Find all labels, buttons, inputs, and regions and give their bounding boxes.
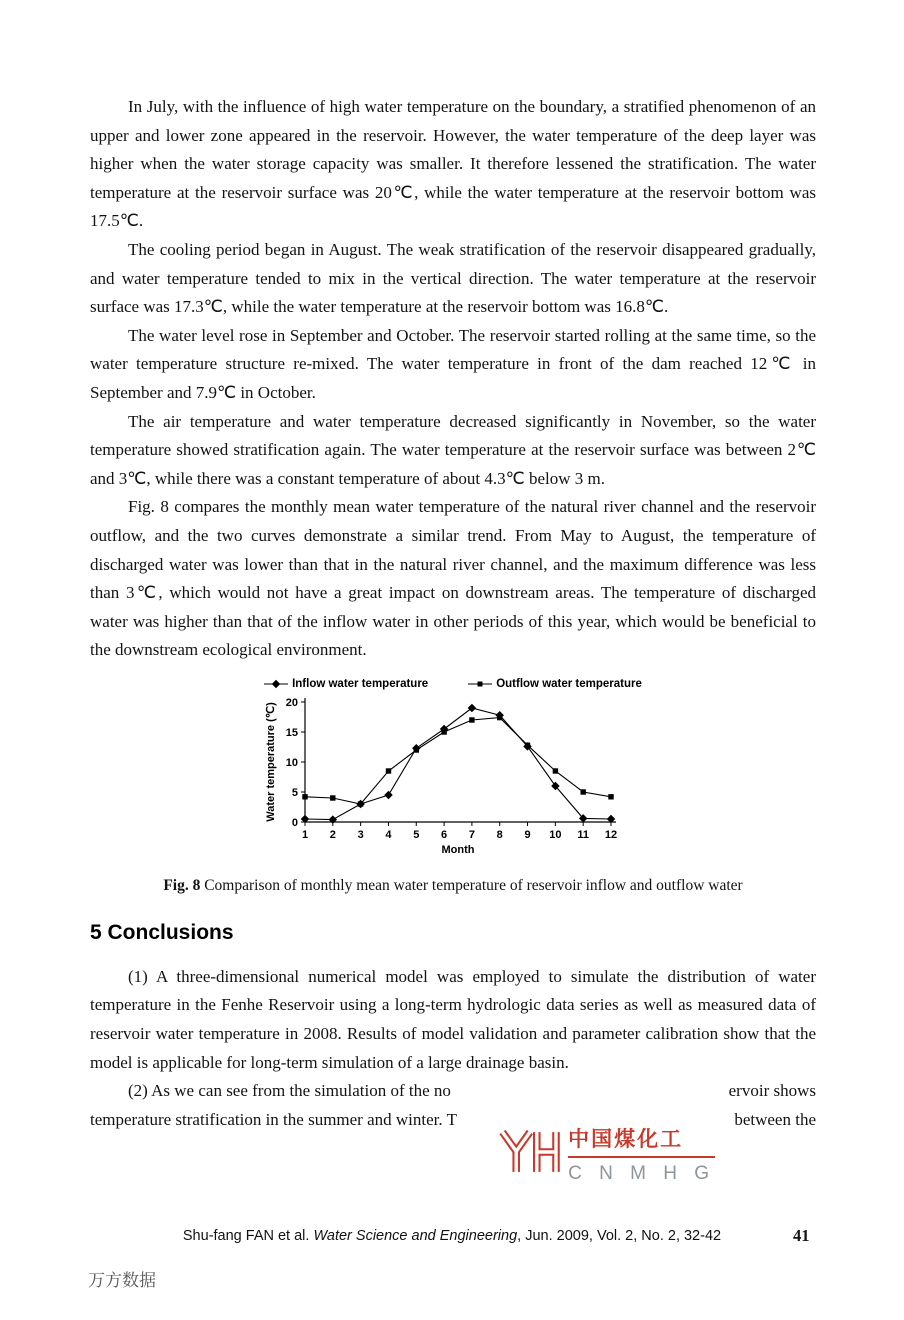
svg-text:7: 7 (468, 828, 475, 841)
legend-label: Inflow water temperature (292, 677, 429, 690)
svg-text:5: 5 (413, 828, 420, 841)
paragraph-august-cooling: The cooling period began in August. The weak stratification of the reservoir disappeared gradually, and water temperature tended to mix in the vertical direction. The water temperature at the reservoir surface was 17.3℃, while the water temperature at the reservoir bottom was 16.8℃. (90, 239, 816, 317)
page-content (90, 93, 816, 1134)
paragraph-november: The air temperature and water temperature decreased significantly in November, so the water temperature showed stratification again. The water temperature at the reservoir surface was between 2℃ and 3℃, while there was a constant temperature of about 4.3℃ below 3 m. (90, 411, 816, 488)
figure-caption-label: Fig. 8 (163, 876, 201, 894)
svg-text:4: 4 (385, 828, 392, 841)
watermark-latin-text: C N M H G (568, 1163, 715, 1184)
chart-legend (263, 678, 643, 690)
paragraph-fig8-discussion: Fig. 8 compares the monthly mean water temperature of the natural river channel and the reservoir outflow, and the two curves demonstrate a similar trend. From May to August, the temperature of discharged water was lower than that in the natural river channel, and the maximum difference was less than 3℃, which would not have a great impact on downstream areas. The temperature of discharged water was higher than that of the inflow water in other periods of this year, which would be beneficial to the downstream ecological environment. (90, 497, 816, 660)
svg-text:12: 12 (604, 828, 618, 841)
svg-text:5: 5 (291, 786, 298, 799)
legend-item-square (468, 678, 642, 690)
cut-text-right: between the (734, 1109, 816, 1129)
svg-text:0: 0 (291, 816, 298, 829)
cut-text-left: (2) As we can see from the simulation of the no (128, 1081, 451, 1101)
conclusions-heading: 5 Conclusions (90, 920, 234, 944)
conclusion-paragraph-2-line-1 (90, 1077, 816, 1106)
svg-text:10: 10 (549, 828, 562, 841)
legend-marker-square-icon (468, 679, 492, 689)
watermark-chinese-text: 中国煤化工 (568, 1123, 715, 1158)
conclusion-paragraph-1: (1) A three-dimensional numerical model was employed to simulate the distribution of water temperature in the Fenhe Reservoir using a long-term hydrologic data series as well as measured data of reservoir water temperature in 2008. Results of model validation and parameter calibration show that the model is applicable for long-term simulation of a large drainage basin. (90, 966, 816, 1072)
footer-authors: Shu-fang FAN et al. (182, 1228, 314, 1244)
svg-text:10: 10 (285, 756, 298, 769)
svg-text:6: 6 (441, 828, 448, 841)
paragraph-september-october: The water level rose in September and October. The reservoir started rolling at the same time, so the water temperature structure re-mixed. The water temperature in front of the dam reached 12℃ in September and 7.9℃ in October. (90, 325, 816, 402)
figure-caption-text: Comparison of monthly mean water temperature of reservoir inflow and outflow water (200, 876, 743, 894)
journal-footer (0, 1228, 904, 1244)
figure-8-caption (90, 877, 816, 895)
legend-item-diamond (264, 678, 428, 690)
coal-chem-logo-icon (497, 1117, 560, 1187)
svg-text:2: 2 (329, 828, 336, 841)
svg-text:Water temperature (℃): Water temperature (℃) (265, 702, 277, 822)
svg-text:Month: Month (441, 843, 475, 854)
wanfang-watermark: 万方数据 (88, 1271, 156, 1290)
svg-text:8: 8 (496, 828, 503, 841)
footer-journal-title: Water Science and Engineering (313, 1228, 518, 1244)
svg-text:20: 20 (285, 696, 298, 709)
svg-text:15: 15 (285, 726, 298, 739)
legend-label: Outflow water temperature (496, 677, 642, 690)
svg-text:11: 11 (577, 828, 590, 841)
paragraph-july: In July, with the influence of high water temperature on the boundary, a stratified phenomenon of an upper and lower zone appeared in the reservoir. However, the water temperature of the deep layer was higher when the water storage capacity was smaller. It therefore lessened the stratification. The water temperature at the reservoir surface was 20℃, while the water temperature at the reservoir bottom was 17.5℃. (90, 97, 816, 231)
figure-8-line-chart (263, 692, 643, 854)
svg-text:9: 9 (524, 828, 531, 841)
cut-text-left: temperature stratification in the summer and winter. T (90, 1109, 457, 1129)
publisher-watermark (497, 1117, 715, 1193)
footer-issue-info: , Jun. 2009, Vol. 2, No. 2, 32-42 (517, 1228, 722, 1244)
svg-text:1: 1 (301, 828, 309, 841)
watermark-text-block (568, 1117, 715, 1185)
figure-8 (263, 678, 643, 859)
page-number: 41 (793, 1226, 810, 1245)
svg-text:3: 3 (357, 828, 364, 841)
cut-text-right: ervoir shows (728, 1081, 816, 1101)
legend-marker-diamond-icon (264, 679, 288, 689)
